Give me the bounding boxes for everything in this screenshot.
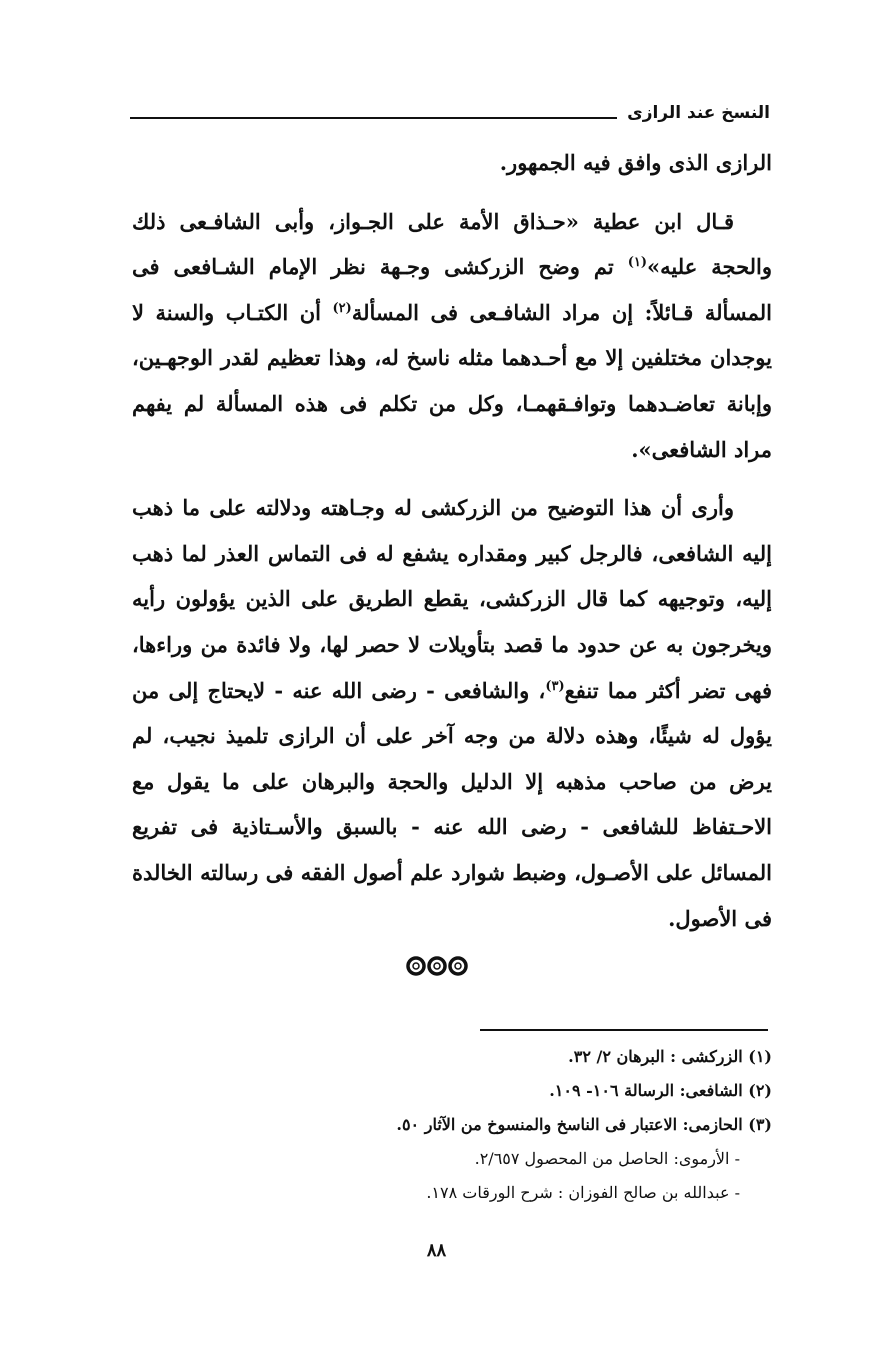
section-ornament [0,956,873,980]
paragraph-2-text-a: قـال ابن عطية «حـذاق الأمة على الجـواز، وأبى الشافـعى ذلك والحجة عليه» [132,208,772,280]
paragraph-2-text-b: تم وضح الزركشى وجـهة نظر الإمام الشـافعى فى المسألة قـائلاً: إن مراد الشافـعى فى المسألة [132,254,772,325]
triple-ring-ornament-icon [406,956,468,976]
footnote-3: (٣) الحازمى: الاعتبار فى الناسخ والمنسوخ من الآثار ٥٠. [396,1115,772,1134]
footnotes [300,1040,772,1210]
footnote-ref-1: (١) [627,255,648,271]
footnote-2: (٢) الشافعى: الرسالة ١٠٦- ١٠٩. [549,1081,772,1100]
paragraph-2-text-c: أن الكتـاب والسنة لا يوجدان مختلفين إلا مع أحـدهما مثله ناسخ له، وهذا تعظيم لقدر الوجهـين، وإبانة تعاضـدهما وتوافـقهمـا، وكل من تكلم فى هذه المسألة لم يفهم مراد الشافعى». [132,299,772,462]
footnote-3-sub-2: - عبدالله بن صالح الفوزان : شرح الورقات ١٧٨. [426,1183,740,1202]
paragraph-3 [132,485,772,941]
paragraph-1-text: الرازى الذى وافق فيه الجمهور. [499,150,772,175]
main-text [132,140,772,941]
paragraph-1 [132,140,772,186]
page-number: ٨٨ [426,1240,447,1261]
paragraph-2 [132,199,772,473]
footnote-ref-3: (٣) [545,678,565,694]
footnote-ref-2: (٢) [332,300,352,316]
footnote-1: (١) الزركشى : البرهان ٢/ ٣٢. [568,1047,772,1066]
header-rule [130,117,617,119]
running-header [130,92,770,124]
footnote-separator [480,1029,768,1031]
running-header-title: النسخ عند الرازى [627,103,770,123]
footnote-3-sub-1: - الأرموى: الحاصل من المحصول ٢/٦٥٧. [474,1149,740,1168]
paragraph-3-text-b: ، والشافعى - رضى الله عنه - لايحتاج إلى من يؤول له شيئًا، وهذه دلالة من وجه آخر على أن الرازى تلميذ نجيب، لم يرض من صاحب مذهبه إلا الدليل والحجة والبرهان على ما يقول مع الاحـتفاظ للشافعى - رضى الله عنه - بالسبق والأسـتاذية فى تفريع المسائل على الأصـول، وضبط شوارد علم أصول الفقه فى رسالته الخالدة فى الأصول. [132,677,773,931]
paragraph-3-text-a: وأرى أن هذا التوضيح من الزركشى له وجـاهته ودلالته على ما ذهب إليه الشافعى، فالرجل كبير ومقداره يشفع له فى التماس العذر لما ذهب إليه، وتوجيهه كما قال الزركشى، يقطع الطريق على الذين يؤولون رأيه ويخرجون به عن حدود ما قصد بتأويلات لا حصر لها، ولا فائدة من وراءها، فهى تضر أكثر مما تنفع [132,495,772,703]
